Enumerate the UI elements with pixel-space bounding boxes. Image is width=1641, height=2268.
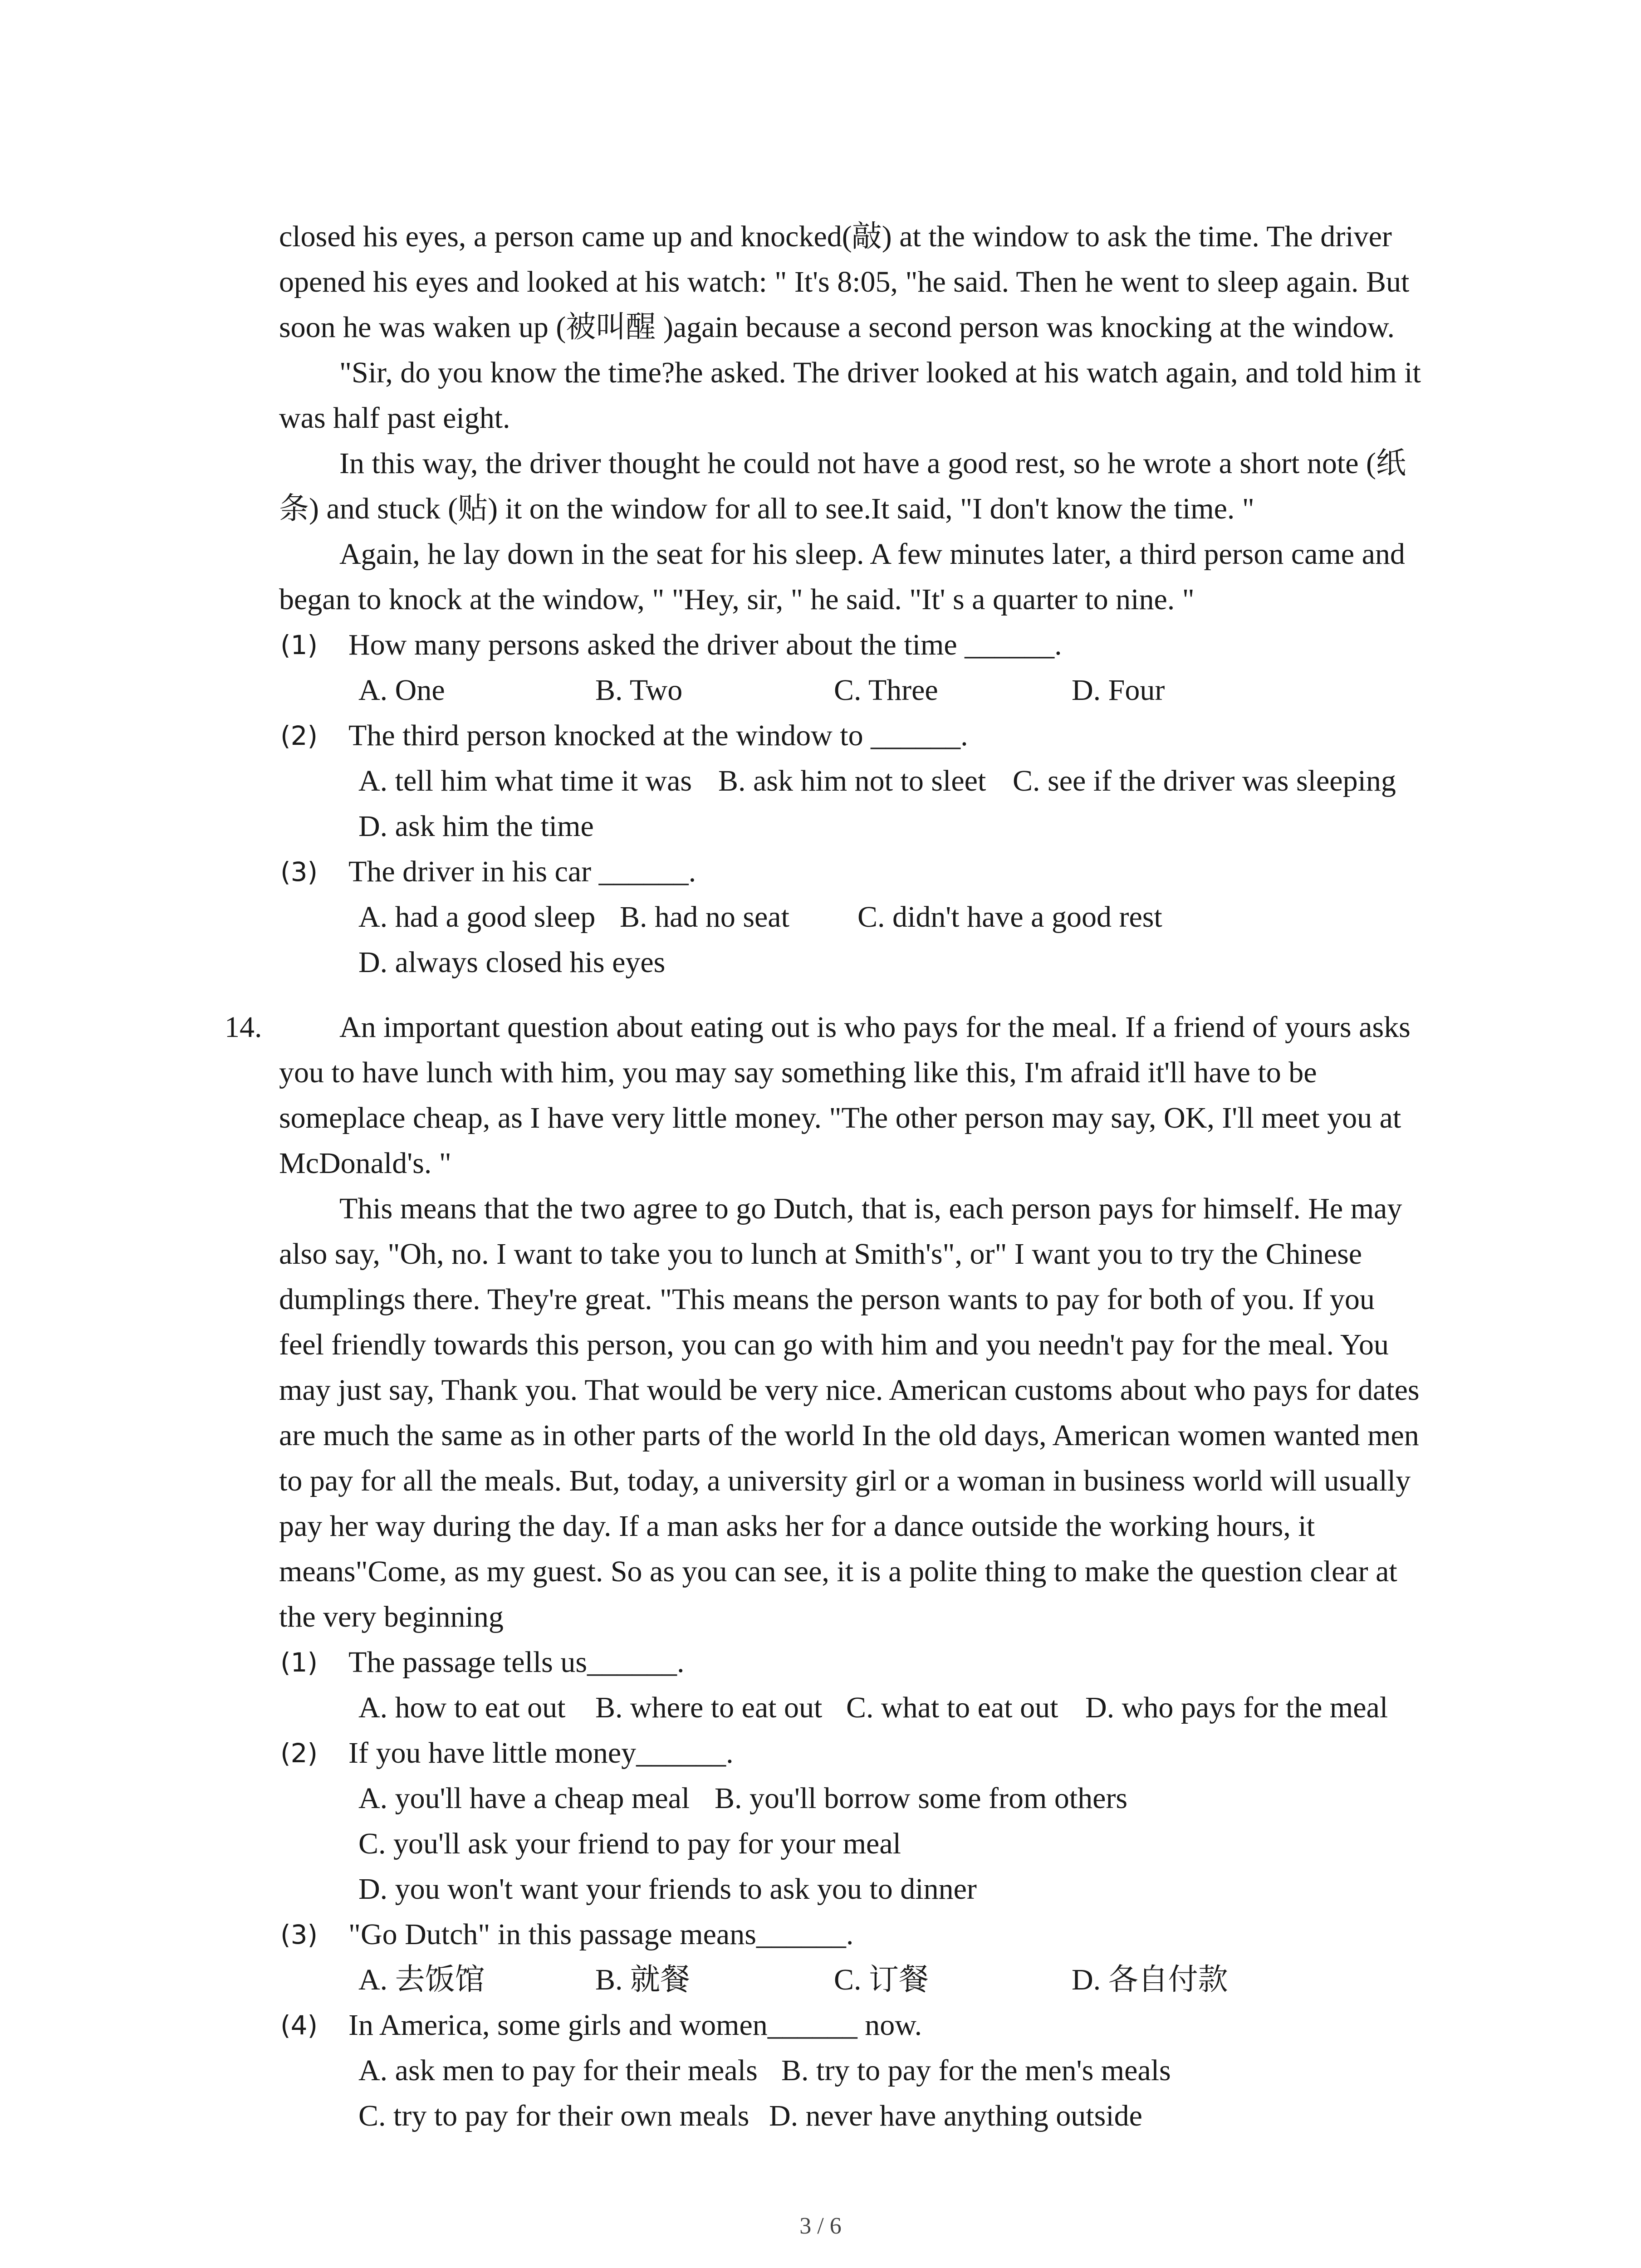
passage-line: means"Come, as my guest. So as you can see, it is a polite thing to make the question clear at — [279, 1555, 1397, 1588]
option-b: B. had no seat — [620, 900, 789, 934]
option-b: B. you'll borrow some from others — [715, 1782, 1128, 1815]
option-b: B. Two — [595, 674, 683, 707]
passage-line: 条) and stuck (贴) it on the window for all to see.It said, "I don't know the time. " — [279, 492, 1254, 525]
passage-line: An important question about eating out is who pays for the meal. If a friend of yours asks — [339, 1011, 1411, 1044]
question-text: How many persons asked the driver about the time ______. — [348, 628, 1062, 661]
option-c: C. Three — [834, 674, 938, 707]
option-a: A. had a good sleep — [358, 900, 596, 934]
question-text: "Go Dutch" in this passage means______. — [348, 1918, 854, 1951]
question-text: If you have little money______. — [348, 1736, 734, 1769]
passage-line: to pay for all the meals. But, today, a university girl or a woman in business world will usually — [279, 1464, 1411, 1497]
passage-line: closed his eyes, a person came up and knocked(敲) at the window to ask the time. The driver — [279, 220, 1392, 253]
question-text: The driver in his car ______. — [348, 855, 696, 888]
option-b: B. ask him not to sleet — [718, 764, 986, 797]
option-d: D. Four — [1072, 674, 1165, 707]
option-b: B. 就餐 — [595, 1963, 691, 1996]
question-text: The passage tells us______. — [348, 1646, 685, 1679]
option-b: B. where to eat out — [595, 1691, 823, 1724]
option-a: A. ask men to pay for their meals — [358, 2054, 758, 2087]
passage-line: began to knock at the window, " "Hey, sir, " he said. "It' s a quarter to nine. " — [279, 583, 1195, 616]
option-b: B. try to pay for the men's meals — [781, 2054, 1171, 2087]
option-c: C. what to eat out — [846, 1691, 1058, 1724]
question-number: (3) — [280, 856, 318, 887]
option-d: D. you won't want your friends to ask you to dinner — [358, 1872, 977, 1906]
option-a: A. One — [358, 674, 445, 707]
option-c: C. try to pay for their own meals — [358, 2099, 749, 2132]
question-number: (2) — [280, 1738, 318, 1769]
passage-line: Again, he lay down in the seat for his sleep. A few minutes later, a third person came and — [339, 538, 1405, 571]
option-c: C. you'll ask your friend to pay for your meal — [358, 1827, 901, 1860]
passage-line: may just say, Thank you. That would be very nice. American customs about who pays for dates — [279, 1374, 1420, 1407]
question-number: (4) — [280, 2010, 318, 2041]
passage-line: the very beginning — [279, 1600, 504, 1633]
passage-line: you to have lunch with him, you may say something like this, I'm afraid it'll have to be — [279, 1056, 1317, 1089]
option-d: D. always closed his eyes — [358, 946, 666, 979]
question-block-number: 14. — [225, 1011, 262, 1044]
passage-line: soon he was waken up (被叫醒 )again because a second person was knocking at the window. — [279, 311, 1395, 344]
passage-line: McDonald's. " — [279, 1147, 451, 1180]
passage-line: feel friendly towards this person, you can go with him and you needn't pay for the meal. You — [279, 1328, 1389, 1361]
option-d: D. never have anything outside — [769, 2099, 1142, 2132]
option-c: C. didn't have a good rest — [857, 900, 1162, 934]
question-number: (2) — [280, 720, 318, 751]
passage-line: This means that the two agree to go Dutch, that is, each person pays for himself. He may — [339, 1192, 1402, 1225]
option-d: D. ask him the time — [358, 810, 594, 843]
passage-line: are much the same as in other parts of the world In the old days, American women wanted men — [279, 1419, 1419, 1452]
option-c: C. 订餐 — [834, 1963, 929, 1996]
passage-line: opened his eyes and looked at his watch: " It's 8:05, "he said. Then he went to sleep again. But — [279, 265, 1410, 298]
question-text: In America, some girls and women______ now. — [348, 2009, 922, 2042]
option-a: A. tell him what time it was — [358, 764, 692, 797]
question-number: (1) — [280, 630, 318, 660]
passage-line: someplace cheap, as I have very little money. "The other person may say, OK, I'll meet you at — [279, 1101, 1401, 1134]
page-number: 3 / 6 — [799, 2213, 842, 2239]
option-a: A. 去饭馆 — [358, 1963, 485, 1996]
option-c: C. see if the driver was sleeping — [1013, 764, 1396, 797]
question-number: (1) — [280, 1647, 318, 1678]
question-number: (3) — [280, 1919, 318, 1950]
passage-line: pay her way during the day. If a man asks her for a dance outside the working hours, it — [279, 1510, 1315, 1543]
passage-line: was half past eight. — [279, 401, 510, 435]
passage-line: dumplings there. They're great. "This means the person wants to pay for both of you. If you — [279, 1283, 1375, 1316]
option-a: A. how to eat out — [358, 1691, 566, 1724]
option-d: D. 各自付款 — [1072, 1963, 1228, 1996]
option-d: D. who pays for the meal — [1085, 1691, 1388, 1724]
passage-line: also say, "Oh, no. I want to take you to lunch at Smith's", or" I want you to try the Chinese — [279, 1237, 1362, 1271]
option-a: A. you'll have a cheap meal — [358, 1782, 690, 1815]
passage-line: "Sir, do you know the time?he asked. The driver looked at his watch again, and told him it — [339, 356, 1421, 389]
passage-line: In this way, the driver thought he could not have a good rest, so he wrote a short note (纸 — [339, 447, 1406, 480]
question-text: The third person knocked at the window to ______. — [348, 719, 968, 752]
